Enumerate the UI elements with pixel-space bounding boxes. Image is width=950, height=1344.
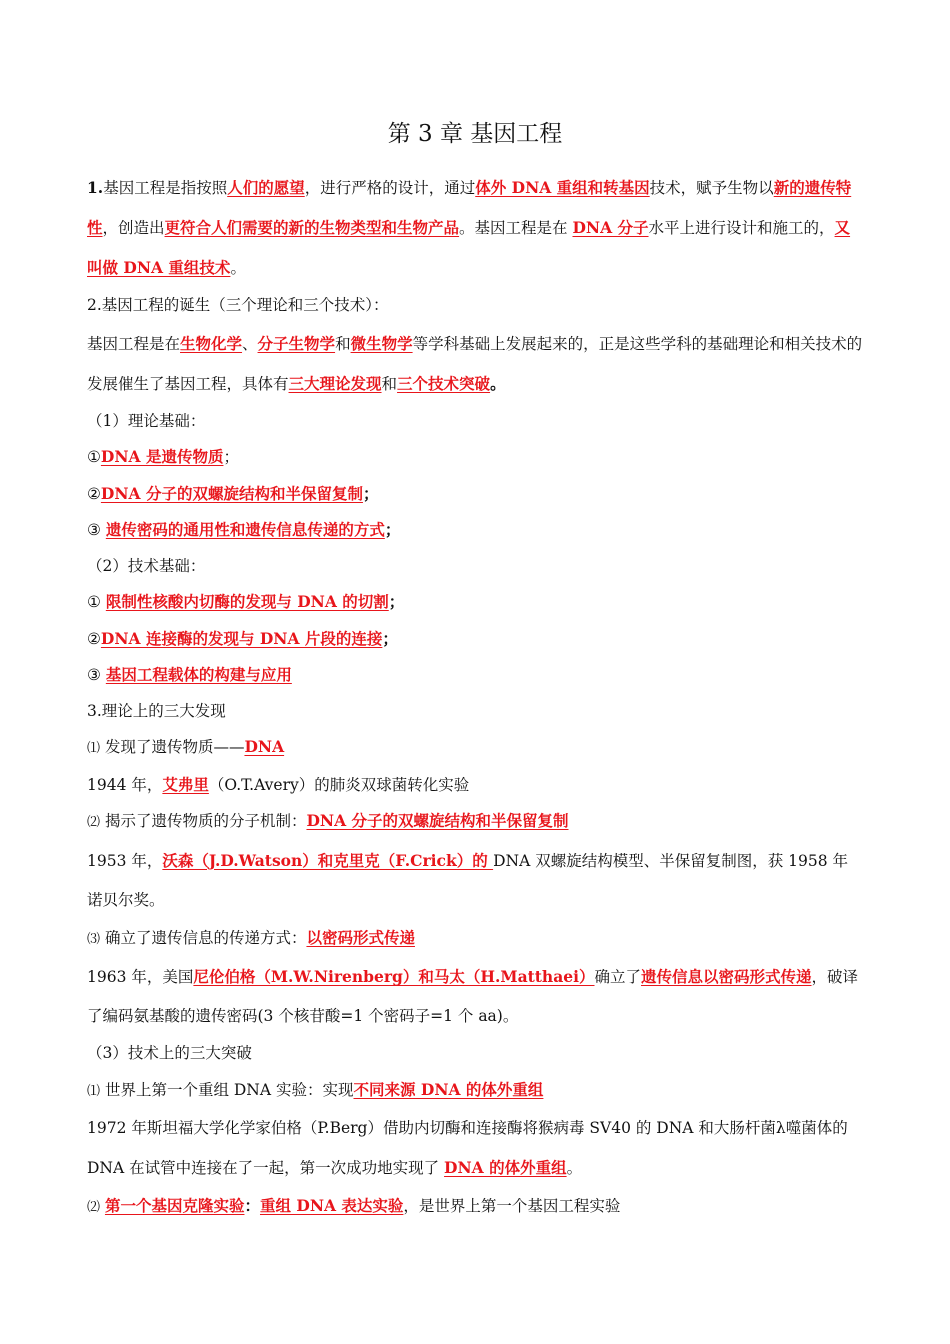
section-heading: 2.基因工程的诞生（三个理论和三个技术）：: [87, 296, 389, 314]
list-item: [87, 657, 863, 694]
key-term: DNA 连接酶的发现与 DNA 片段的连接: [100, 628, 383, 648]
list-marker: ②: [87, 484, 101, 503]
key-term: 三大理论发现: [288, 373, 382, 393]
text: ：: [244, 1196, 260, 1215]
text: ；: [388, 592, 405, 611]
subsection-heading: （1）理论基础：: [87, 411, 206, 430]
section-heading: 3.理论上的三大发现: [87, 701, 226, 720]
discovery-item: [87, 803, 863, 841]
text: ，进行严格的设计，通过: [304, 179, 476, 197]
text: 揭示了遗传物质的分子机制：: [100, 812, 307, 830]
list-marker: ③: [87, 666, 106, 684]
key-term: DNA 是遗传物质: [100, 447, 224, 466]
text: ，是世界上第一个基因工程实验: [403, 1197, 621, 1215]
breakthrough-detail: [87, 1109, 863, 1188]
key-term: 遗传信息以密码形式传递: [641, 967, 812, 986]
text: 技术，赋予生物以: [649, 179, 774, 197]
key-term: 以密码形式传递: [306, 927, 415, 947]
key-term: 微生物学: [350, 333, 413, 353]
text: 1972 年斯坦福大学化学家伯格（P.Berg）借助内切酶和连接酶将猴病毒 SV40 的 DNA 和大肠杆菌λ噬菌体的 DNA 在试管中连接在了一起，第一次成功地实现了: [87, 1119, 848, 1177]
key-term: DNA 的体外重组: [444, 1158, 567, 1177]
text: 确立了遗传信息的传递方式：: [100, 928, 307, 947]
text: ，创造出: [102, 219, 165, 237]
paragraph-origin: [87, 324, 863, 404]
list-marker: ⑴: [87, 741, 101, 756]
key-term: 重组 DNA 表达实验: [259, 1196, 404, 1215]
key-term: 人们的愿望: [227, 178, 305, 197]
text: ；: [382, 628, 398, 648]
list-marker: ⑴: [87, 1083, 101, 1099]
text: 和: [335, 334, 351, 353]
key-term: 生物化学: [180, 333, 243, 353]
text: 。: [566, 1159, 583, 1177]
key-term: 基因工程载体的构建与应用: [105, 665, 292, 684]
discovery-item: [87, 920, 863, 958]
key-term: 限制性核酸内切酶的发现与 DNA 的切割: [105, 592, 389, 611]
key-term: 艾弗里: [162, 774, 209, 794]
breakthrough-item: [87, 1072, 863, 1110]
key-term: 三个技术突破: [397, 373, 491, 393]
text: 。: [230, 259, 246, 277]
section-number: 1.: [87, 178, 104, 197]
key-term: 遗传密码的通用性和遗传信息传递的方式: [105, 520, 385, 539]
text: 1963 年，美国: [87, 968, 194, 986]
list-marker: ⑶: [87, 931, 101, 947]
key-term: 又叫做 DNA 重组技术: [87, 218, 851, 277]
text: DNA 双螺旋结构模型、半保留复制图，获 1958 年诺贝尔奖。: [87, 851, 849, 909]
text: 等学科基础上发展起来的，正是这些学科的基础理论和相关技术的发展催生了基因工程，具体有: [87, 334, 863, 393]
text: 发现了遗传物质——: [100, 738, 245, 756]
subsection-heading: （3）技术上的三大突破: [87, 1044, 252, 1062]
list-marker: ⑵: [87, 1200, 101, 1215]
discovery-item: [87, 729, 863, 767]
text: 。基因工程是在: [459, 219, 573, 237]
key-term: 不同来源 DNA 的体外重组: [353, 1079, 544, 1099]
key-term: 分子生物学: [257, 333, 336, 353]
text: 水平上进行设计和施工的，: [648, 219, 835, 237]
text: 基因工程是在: [87, 334, 181, 353]
key-term: 第一个基因克隆实验: [104, 1196, 245, 1215]
key-term: 更符合人们需要的新的生物类型和生物产品: [164, 218, 460, 237]
key-term: 尼伦伯格（M.W.Nirenberg）和马太（H.Matthaei）: [193, 967, 595, 986]
key-term: 沃森（J.D.Watson）和克里克（F.Crick）的: [162, 850, 494, 870]
text: 和: [381, 374, 398, 393]
list-marker: ②: [87, 629, 101, 648]
key-term: 新的遗传特性: [87, 178, 852, 237]
text: ；: [223, 448, 239, 466]
text: 、: [242, 334, 258, 353]
list-item: [87, 621, 863, 658]
document-page: [87, 118, 863, 1226]
paragraph-definition: [87, 168, 863, 288]
key-term: DNA: [244, 737, 285, 756]
chapter-title: 第 3 章 基因工程: [387, 121, 563, 147]
text: ，破译了编码氨基酸的遗传密码(3 个核苷酸=1 个密码子=1 个 aa)。: [87, 968, 859, 1025]
text: 1953 年，: [87, 851, 163, 870]
text: （O.T.Avery）的肺炎双球菌转化实验: [208, 775, 470, 794]
text: ；: [362, 483, 379, 503]
text: 基因工程是指按照: [103, 179, 228, 197]
text: 。: [490, 373, 506, 393]
list-marker: ①: [87, 448, 101, 466]
discovery-detail: [87, 841, 863, 920]
key-term: 体外 DNA 重组和转基因: [475, 178, 650, 197]
text: 世界上第一个重组 DNA 实验：实现: [100, 1080, 354, 1099]
list-marker: ③: [87, 521, 106, 539]
discovery-detail: [87, 957, 863, 1036]
key-term: DNA 分子的双螺旋结构和半保留复制: [306, 811, 569, 830]
text: 1944 年，: [87, 775, 163, 794]
text: ；: [384, 520, 401, 539]
text: 确立了: [594, 968, 642, 986]
key-term: DNA 分子: [572, 218, 649, 237]
list-item: [87, 439, 863, 476]
key-term: DNA 分子的双螺旋结构和半保留复制: [100, 483, 363, 503]
breakthrough-item: [87, 1188, 863, 1226]
list-item: [87, 584, 863, 621]
list-item: [87, 476, 863, 513]
list-marker: ⑵: [87, 815, 101, 830]
list-item: [87, 512, 863, 549]
subsection-heading: （2）技术基础：: [87, 556, 206, 575]
list-marker: ①: [87, 593, 106, 611]
discovery-detail: [87, 767, 863, 804]
